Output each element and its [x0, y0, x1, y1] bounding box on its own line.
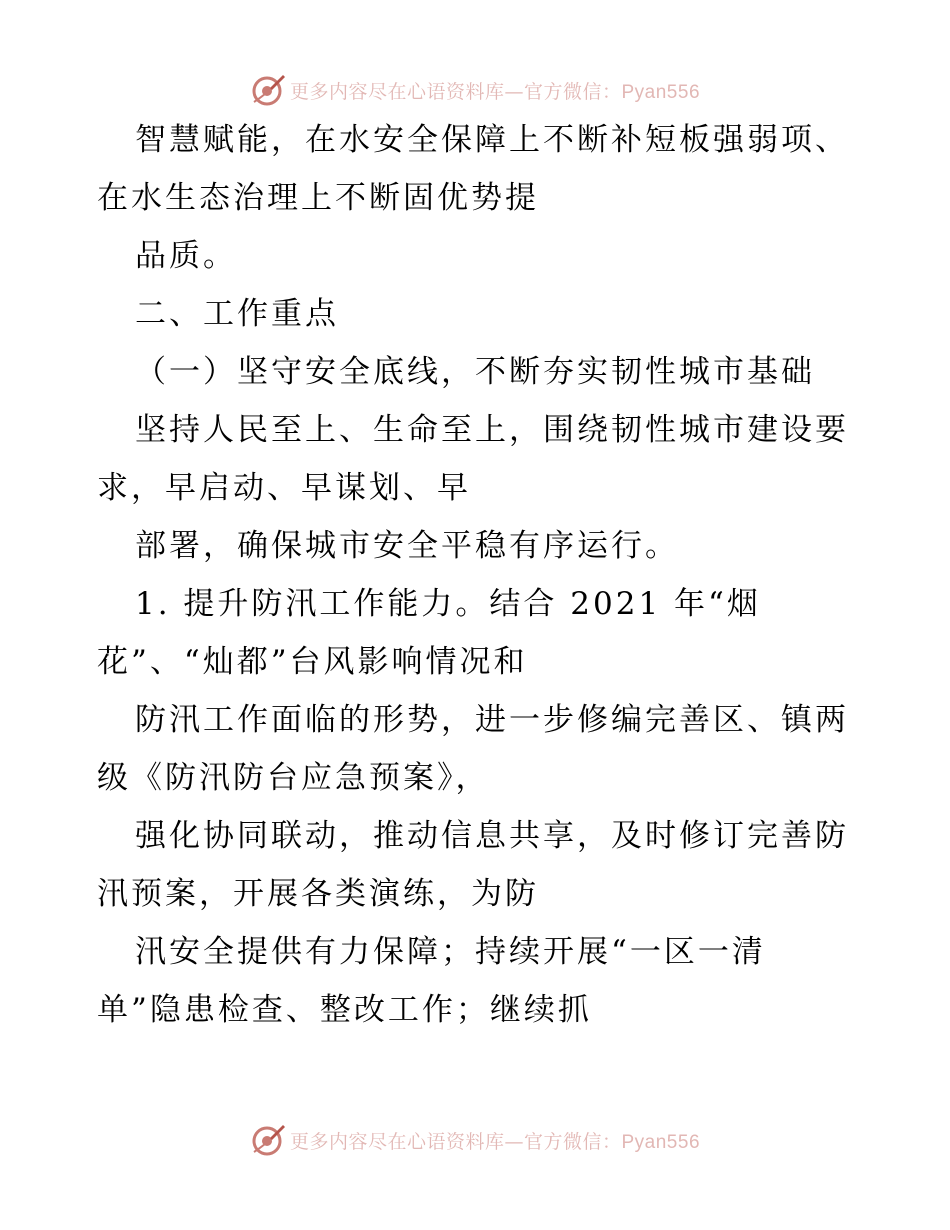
- watermark-text: 更多内容尽在心语资料库—官方微信：Pyan556: [289, 1130, 701, 1153]
- brush-logo-icon: [250, 1122, 286, 1158]
- text-line: 品质。: [135, 238, 237, 274]
- text-line: 花”、“灿都”台风影响情况和: [97, 644, 528, 680]
- brush-logo-icon: [250, 72, 286, 108]
- text-line: 智慧赋能，在水安全保障上不断补短板强弱项、: [135, 122, 849, 158]
- text-line: 汛安全提供有力保障；持续开展“一区一清: [135, 934, 766, 970]
- text-line: 强化协同联动，推动信息共享，及时修订完善防: [135, 818, 849, 854]
- text-line: 部署，确保城市安全平稳有序运行。: [135, 528, 679, 564]
- text-line: 防汛工作面临的形势，进一步修编完善区、镇两: [135, 702, 849, 738]
- watermark-footer: [0, 1120, 950, 1160]
- text-line: 级《防汛防台应急预案》，: [97, 760, 490, 796]
- text-line: 在水生态治理上不断固优势提: [97, 180, 539, 216]
- text-line: 求，早启动、早谋划、早: [97, 470, 471, 506]
- subsection-heading: （一）坚守安全底线，不断夯实韧性城市基础: [135, 354, 815, 390]
- watermark-text: 更多内容尽在心语资料库—官方微信：Pyan556: [289, 80, 701, 103]
- text-line: 汛预案，开展各类演练，为防: [97, 876, 539, 912]
- section-heading: 二、工作重点: [135, 296, 339, 332]
- text-line: 坚持人民至上、生命至上，围绕韧性城市建设要: [135, 412, 849, 448]
- watermark-header: [0, 70, 950, 110]
- text-line: 单”隐患检查、整改工作；继续抓: [97, 992, 592, 1028]
- text-line: 1. 提升防汛工作能力。结合 2021 年“烟: [135, 586, 761, 622]
